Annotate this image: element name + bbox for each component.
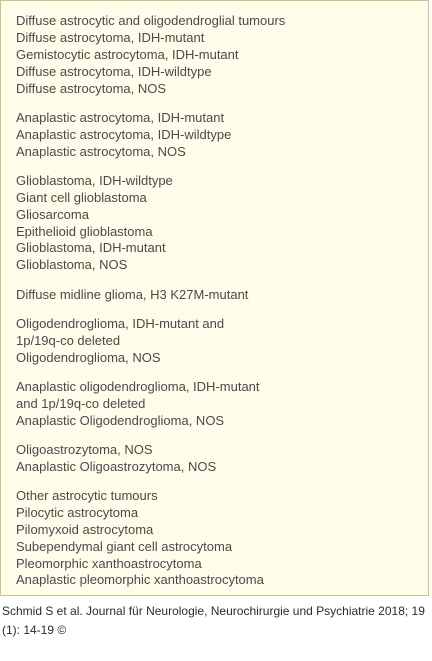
tumour-entry: 1p/19q-co deleted — [16, 332, 121, 348]
tumour-entry: Pilocytic astrocytoma — [16, 504, 139, 520]
tumour-entry: Epithelioid glioblastoma — [16, 223, 153, 239]
tumour-group — [16, 442, 422, 476]
tumour-entry: Other astrocytic tumours — [16, 487, 158, 503]
tumour-entry: Diffuse midline glioma, H3 K27M-mutant — [16, 286, 249, 302]
tumour-entry: Anaplastic pleomorphic xanthoastrocytoma — [16, 572, 264, 588]
tumour-entry: Gemistocytic astrocytoma, IDH-mutant — [16, 46, 239, 62]
tumour-entry: Glioblastoma, IDH-mutant — [16, 240, 166, 256]
tumour-group — [16, 13, 422, 98]
tumour-entry: Diffuse astrocytoma, NOS — [16, 80, 167, 96]
tumour-group — [16, 287, 422, 304]
tumour-entry: Oligodendroglioma, IDH-mutant and — [16, 315, 225, 331]
tumour-group — [16, 379, 422, 430]
tumour-entry: Anaplastic Oligodendroglioma, NOS — [16, 412, 225, 428]
tumour-entry: Glioblastoma, NOS — [16, 257, 128, 273]
tumour-entry: Oligoastrozytoma, NOS — [16, 441, 153, 457]
tumour-entry: Diffuse astrocytoma, IDH-mutant — [16, 29, 205, 45]
tumour-entry: Anaplastic Oligoastrozytoma, NOS — [16, 458, 217, 474]
tumour-entry: Anaplastic oligodendroglioma, IDH-mutant — [16, 378, 260, 394]
tumour-entry: and 1p/19q-co deleted — [16, 395, 146, 411]
tumour-entry: Pleomorphic xanthoastrocytoma — [16, 555, 202, 571]
tumour-group — [16, 173, 422, 274]
tumour-entry: Giant cell glioblastoma — [16, 189, 147, 205]
tumour-entry: Gliosarcoma — [16, 206, 89, 222]
tumour-entry: Subependymal giant cell astrocytoma — [16, 538, 233, 554]
tumour-entry: Diffuse astrocytic and oligodendroglial tumours — [16, 13, 286, 28]
tumour-entry: Anaplastic astrocytoma, NOS — [16, 143, 186, 159]
tumour-group — [16, 316, 422, 367]
tumour-entry: Anaplastic astrocytoma, IDH-wildtype — [16, 126, 232, 142]
tumour-group — [16, 488, 422, 589]
tumour-entry: Diffuse astrocytoma, IDH-wildtype — [16, 63, 212, 79]
tumour-entry: Anaplastic astrocytoma, IDH-mutant — [16, 109, 225, 125]
source-caption: Schmid S et al. Journal für Neurologie, Neurochirurgie und Psychiatrie 2018; 19 (1): 14-19 © — [2, 604, 425, 637]
tumour-entry: Glioblastoma, IDH-wildtype — [16, 172, 173, 188]
tumour-group — [16, 110, 422, 161]
tumour-group-list — [16, 13, 422, 602]
tumour-entry: Oligodendroglioma, NOS — [16, 349, 161, 365]
tumour-entry: Pilomyxoid astrocytoma — [16, 521, 154, 537]
